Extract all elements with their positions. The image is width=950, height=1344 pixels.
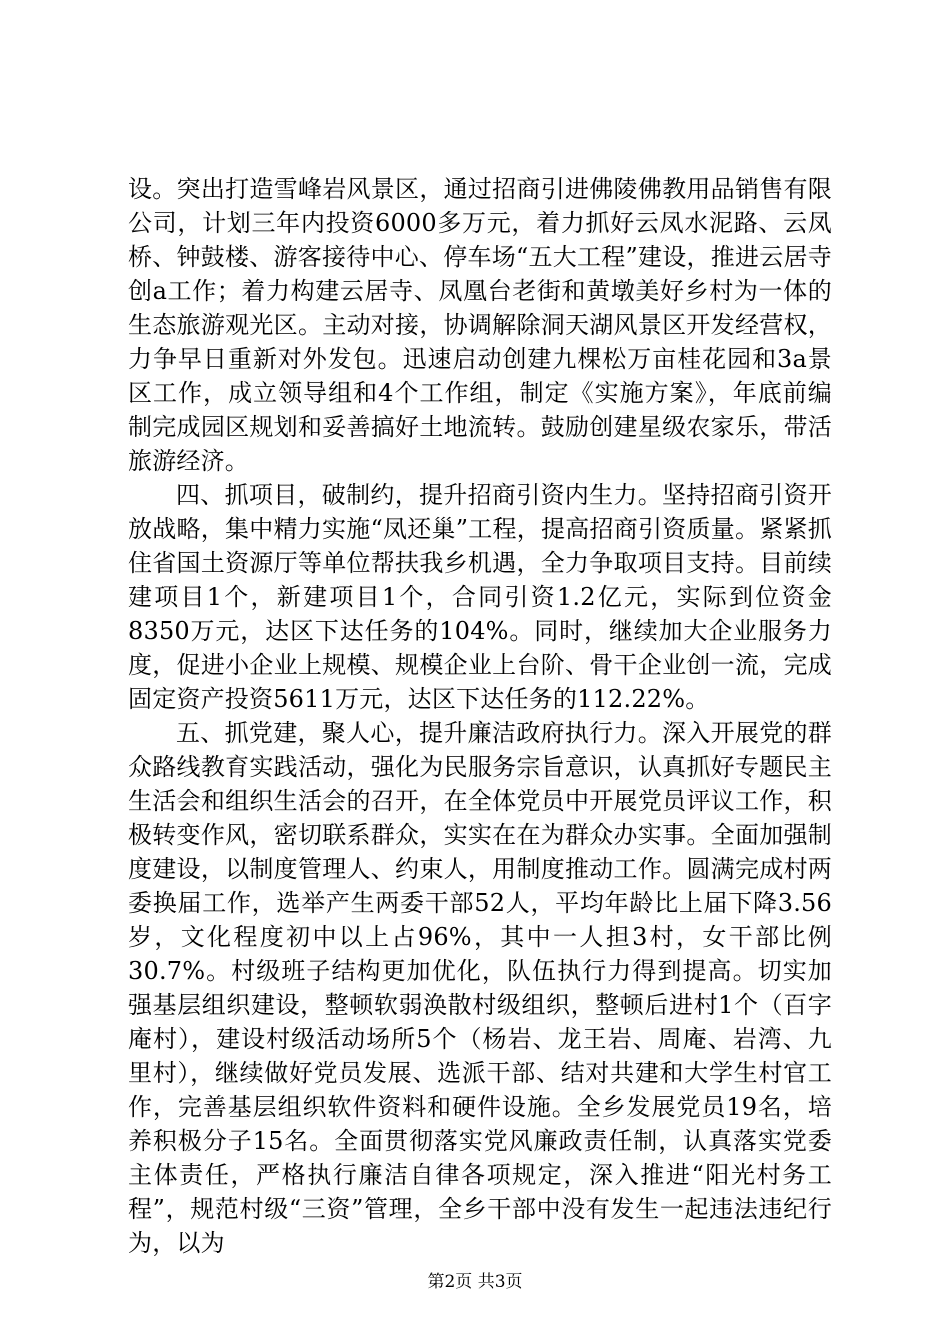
paragraph-tourism: 设。突出打造雪峰岩风景区，通过招商引进佛陵佛教用品销售有限公司，计划三年内投资6000多万元，着力抓好云凤水泥路、云凤桥、钟鼓楼、游客接待中心、停车场“五大工程”建设，推进云居寺创a工作；着力构建云居寺、凤凰台老街和黄墩美好乡村为一体的生态旅游观光区。主动对接，协调解除洞天湖风景区开发经营权，力争早日重新对外发包。迅速启动创建九棵松万亩桂花园和3a景区工作，成立领导组和4个工作组，制定《实施方案》，年底前编制完成园区规划和妥善搞好土地流转。鼓励创建星级农家乐，带活旅游经济。	[128, 175, 832, 475]
page-number-footer: 第2页 共3页	[427, 1272, 523, 1292]
paragraph-party-building: 五、抓党建，聚人心，提升廉洁政府执行力。深入开展党的群众路线教育实践活动，强化为民服务宗旨意识，认真抓好专题民主生活会和组织生活会的召开，在全体党员中开展党员评议工作，积极转变作风，密切联系群众，实实在在为群众办实事。全面加强制度建设，以制度管理人、约束人，用制度推动工作。圆满完成村两委换届工作，选举产生两委干部52人，平均年龄比上届下降3.56岁，文化程度初中以上占96%，其中一人担3村，女干部比例30.7%。村级班子结构更加优化，队伍执行力得到提高。切实加强基层组织建设，整顿软弱涣散村级组织，整顿后进村1个（百字庵村），建设村级活动场所5个（杨岩、龙王岩、周庵、岩湾、九里村），继续做好党员发展、选派干部、结对共建和大学生村官工作，完善基层组织软件资料和硬件设施。全乡发展党员19名，培养积极分子15名。全面贯彻落实党风廉政责任制，认真落实党委主体责任，严格执行廉洁自律各项规定，深入推进“阳光村务工程”，规范村级“三资”管理，全乡干部中没有发生一起违法违纪行为，以为	[128, 719, 832, 1257]
paragraph-investment: 四、抓项目，破制约，提升招商引资内生力。坚持招商引资开放战略，集中精力实施“凤还巢”工程，提高招商引资质量。紧紧抓住省国土资源厅等单位帮扶我乡机遇，全力争取项目支持。目前续建项目1个，新建项目1个，合同引资1.2亿元，实际到位资金8350万元，达区下达任务的104%。同时，继续加大企业服务力度，促进小企业上规模、规模企业上台阶、骨干企业创一流，完成固定资产投资5611万元，达区下达任务的112.22%。	[128, 481, 832, 713]
document-body	[128, 172, 832, 1260]
